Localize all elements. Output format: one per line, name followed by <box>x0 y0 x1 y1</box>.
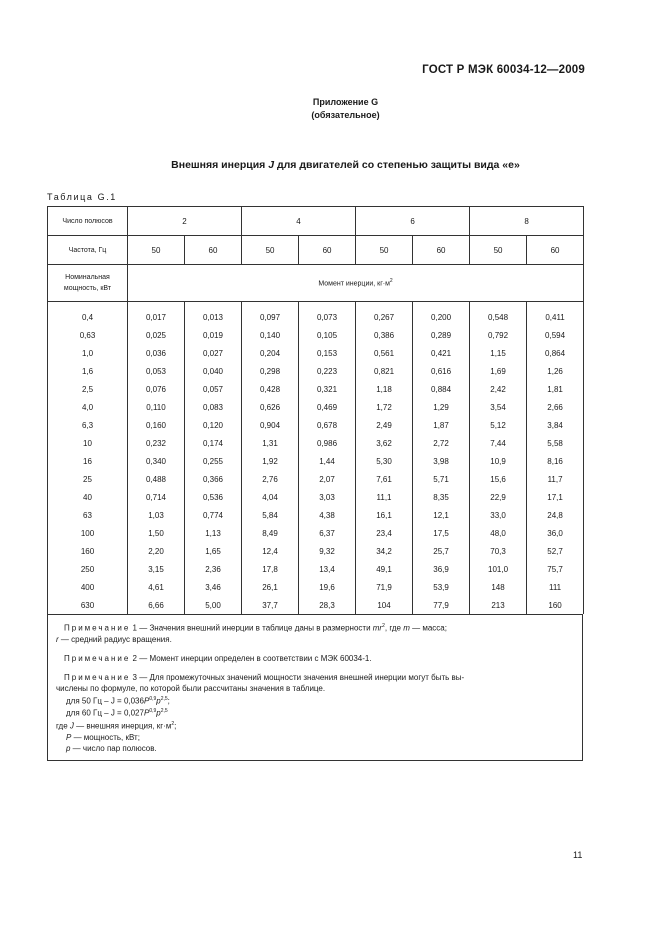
power-cell: 160 <box>48 542 128 560</box>
inertia-cell: 111 <box>527 578 584 596</box>
inertia-cell: 0,140 <box>242 326 299 344</box>
note-label: Примечание <box>64 653 131 663</box>
table-row <box>48 524 584 542</box>
table-row <box>48 380 584 398</box>
inertia-cell: 6,37 <box>299 524 356 542</box>
note-2 <box>56 653 574 664</box>
legend-p <box>56 743 574 754</box>
legend-symbol: J <box>69 721 74 731</box>
inertia-cell: 36,0 <box>527 524 584 542</box>
frequency-value: 50 <box>242 236 299 265</box>
poles-value: 4 <box>242 207 356 236</box>
inertia-cell: 7,61 <box>356 470 413 488</box>
inertia-cell: 101,0 <box>470 560 527 578</box>
formula-exponent: 2,5 <box>160 695 168 702</box>
inertia-cell: 1,03 <box>128 506 185 524</box>
inertia-cell: 1,81 <box>527 380 584 398</box>
inertia-cell: 0,073 <box>299 302 356 327</box>
frequency-value: 60 <box>185 236 242 265</box>
frequency-header-row <box>48 236 584 265</box>
inertia-cell: 2,72 <box>413 434 470 452</box>
legend-symbol: p <box>66 743 71 753</box>
legend-exponent: 2 <box>171 720 175 727</box>
inertia-cell: 1,69 <box>470 362 527 380</box>
formula-exponent: 0,9 <box>149 708 157 715</box>
inertia-cell: 0,469 <box>299 398 356 416</box>
inertia-cell: 16,1 <box>356 506 413 524</box>
inertia-cell: 0,174 <box>185 434 242 452</box>
table-row <box>48 302 584 327</box>
inertia-cell: 7,44 <box>470 434 527 452</box>
inertia-cell: 1,18 <box>356 380 413 398</box>
inertia-cell: 1,44 <box>299 452 356 470</box>
table-row <box>48 344 584 362</box>
moment-label-text: Момент инерции, кг·м <box>318 280 390 288</box>
inertia-cell: 1,92 <box>242 452 299 470</box>
inertia-cell: 5,12 <box>470 416 527 434</box>
inertia-cell: 160 <box>527 596 584 614</box>
frequency-value: 50 <box>470 236 527 265</box>
inertia-cell: 0,200 <box>413 302 470 327</box>
formula-60hz <box>56 706 574 719</box>
power-cell: 1,0 <box>48 344 128 362</box>
inertia-cell: 0,421 <box>413 344 470 362</box>
inertia-cell: 71,9 <box>356 578 413 596</box>
note-1-continued <box>56 634 574 645</box>
inertia-cell: 1,72 <box>356 398 413 416</box>
inertia-cell: 0,821 <box>356 362 413 380</box>
inertia-cell: 19,6 <box>299 578 356 596</box>
legend-text: — число пар полюсов. <box>70 743 157 753</box>
inertia-cell: 11,1 <box>356 488 413 506</box>
inertia-cell: 49,1 <box>356 560 413 578</box>
inertia-cell: 22,9 <box>470 488 527 506</box>
table-row <box>48 506 584 524</box>
poles-value: 8 <box>470 207 584 236</box>
note-1 <box>56 621 574 634</box>
note-exponent: 2 <box>382 623 385 629</box>
section-title <box>0 159 661 171</box>
frequency-value: 50 <box>356 236 413 265</box>
moment-label-exponent: 2 <box>389 278 393 285</box>
inertia-cell: 5,30 <box>356 452 413 470</box>
power-cell: 63 <box>48 506 128 524</box>
inertia-cell: 4,61 <box>128 578 185 596</box>
table-row <box>48 416 584 434</box>
inertia-cell: 34,2 <box>356 542 413 560</box>
formula-symbol: P <box>143 708 150 718</box>
inertia-cell: 17,5 <box>413 524 470 542</box>
inertia-table <box>47 206 584 614</box>
inertia-cell: 0,013 <box>185 302 242 327</box>
inertia-cell: 3,03 <box>299 488 356 506</box>
inertia-cell: 0,411 <box>527 302 584 327</box>
inertia-cell: 5,00 <box>185 596 242 614</box>
appendix-title: Приложение G <box>312 97 379 107</box>
inertia-cell: 0,017 <box>128 302 185 327</box>
power-cell: 0,63 <box>48 326 128 344</box>
legend-text: — внешняя инерция, кг·м <box>73 721 172 731</box>
inertia-cell: 24,8 <box>527 506 584 524</box>
inertia-cell: 0,548 <box>470 302 527 327</box>
inertia-cell: 10,9 <box>470 452 527 470</box>
note-label: Примечание <box>64 672 131 682</box>
inertia-cell: 3,54 <box>470 398 527 416</box>
power-cell: 400 <box>48 578 128 596</box>
page-number: 11 <box>573 850 583 860</box>
inertia-cell: 0,340 <box>128 452 185 470</box>
poles-header-row <box>48 207 584 236</box>
title-text-after: для двигателей со степенью защиты вида «е» <box>274 159 520 171</box>
power-label <box>48 265 128 302</box>
inertia-cell: 0,076 <box>128 380 185 398</box>
inertia-cell: 0,366 <box>185 470 242 488</box>
inertia-cell: 0,884 <box>413 380 470 398</box>
inertia-cell: 0,025 <box>128 326 185 344</box>
inertia-cell: 12,1 <box>413 506 470 524</box>
frequency-value: 60 <box>527 236 584 265</box>
inertia-cell: 0,160 <box>128 416 185 434</box>
inertia-cell: 0,774 <box>185 506 242 524</box>
inertia-cell: 48,0 <box>470 524 527 542</box>
note-3 <box>56 672 574 683</box>
inertia-cell: 0,986 <box>299 434 356 452</box>
legend-symbol: P <box>66 732 72 742</box>
inertia-cell: 0,561 <box>356 344 413 362</box>
inertia-cell: 2,42 <box>470 380 527 398</box>
inertia-cell: 52,7 <box>527 542 584 560</box>
inertia-cell: 0,110 <box>128 398 185 416</box>
inertia-cell: 0,321 <box>299 380 356 398</box>
power-cell: 25 <box>48 470 128 488</box>
formula-text: для 50 Гц – J = 0,036 <box>66 696 144 706</box>
inertia-cell: 8,16 <box>527 452 584 470</box>
note-number: 1 <box>132 623 137 633</box>
inertia-cell: 148 <box>470 578 527 596</box>
table-row <box>48 470 584 488</box>
power-cell: 1,6 <box>48 362 128 380</box>
inertia-cell: 8,49 <box>242 524 299 542</box>
legend-text: — мощность, кВт; <box>71 732 140 742</box>
inertia-table-container <box>47 206 583 761</box>
inertia-cell: 0,097 <box>242 302 299 327</box>
table-row <box>48 434 584 452</box>
inertia-cell: 5,84 <box>242 506 299 524</box>
inertia-cell: 0,036 <box>128 344 185 362</box>
inertia-cell: 77,9 <box>413 596 470 614</box>
inertia-cell: 5,71 <box>413 470 470 488</box>
frequency-value: 50 <box>128 236 185 265</box>
frequency-value: 60 <box>299 236 356 265</box>
inertia-cell: 0,223 <box>299 362 356 380</box>
document-code: ГОСТ Р МЭК 60034-12—2009 <box>422 64 585 76</box>
table-notes <box>47 614 583 761</box>
power-label-line: Номинальная <box>65 274 110 281</box>
formula-text: ; <box>167 696 170 706</box>
inertia-cell: 0,289 <box>413 326 470 344</box>
inertia-cell: 0,864 <box>527 344 584 362</box>
inertia-cell: 2,66 <box>527 398 584 416</box>
inertia-cell: 0,616 <box>413 362 470 380</box>
legend-J <box>56 719 574 732</box>
inertia-cell: 0,594 <box>527 326 584 344</box>
inertia-cell: 3,84 <box>527 416 584 434</box>
inertia-cell: 0,040 <box>185 362 242 380</box>
inertia-cell: 25,7 <box>413 542 470 560</box>
power-cell: 40 <box>48 488 128 506</box>
note-text: — Значения внешний инерции в таблице даны в размерности <box>137 623 373 633</box>
appendix-status: (обязательное) <box>311 110 380 120</box>
inertia-cell: 2,76 <box>242 470 299 488</box>
note-text: — масса; <box>409 623 447 633</box>
formula-symbol: p <box>156 708 161 718</box>
note-symbol: r <box>56 634 59 644</box>
unit-header-row <box>48 265 584 302</box>
inertia-cell: 1,15 <box>470 344 527 362</box>
inertia-cell: 1,50 <box>128 524 185 542</box>
poles-label: Число полюсов <box>48 207 128 236</box>
table-row <box>48 578 584 596</box>
power-cell: 10 <box>48 434 128 452</box>
inertia-cell: 6,66 <box>128 596 185 614</box>
poles-value: 6 <box>356 207 470 236</box>
inertia-cell: 104 <box>356 596 413 614</box>
inertia-cell: 0,488 <box>128 470 185 488</box>
inertia-cell: 26,1 <box>242 578 299 596</box>
inertia-cell: 17,8 <box>242 560 299 578</box>
inertia-cell: 0,536 <box>185 488 242 506</box>
moment-label <box>128 265 584 302</box>
formula-exponent: 2,5 <box>160 708 168 715</box>
inertia-cell: 0,083 <box>185 398 242 416</box>
inertia-cell: 23,4 <box>356 524 413 542</box>
note-3-continued: числены по формуле, по которой были рассчитаны значения в таблице. <box>56 683 326 693</box>
legend-text: ; <box>174 721 177 731</box>
note-number: 3 <box>132 672 137 682</box>
inertia-cell: 0,019 <box>185 326 242 344</box>
note-text: — Момент инерции определен в соответствии с МЭК 60034-1. <box>137 653 372 663</box>
note-symbol: m <box>403 623 410 633</box>
inertia-cell: 213 <box>470 596 527 614</box>
note-symbol: mr <box>372 623 383 633</box>
inertia-cell: 0,904 <box>242 416 299 434</box>
inertia-cell: 17,1 <box>527 488 584 506</box>
inertia-cell: 2,36 <box>185 560 242 578</box>
inertia-cell: 11,7 <box>527 470 584 488</box>
power-cell: 4,0 <box>48 398 128 416</box>
frequency-label: Частота, Гц <box>48 236 128 265</box>
table-caption: Таблица G.1 <box>47 192 117 202</box>
legend-P <box>56 732 574 743</box>
inertia-cell: 8,35 <box>413 488 470 506</box>
formula-exponent: 0,9 <box>149 695 157 702</box>
inertia-cell: 9,32 <box>299 542 356 560</box>
title-text-before: Внешняя инерция <box>171 159 269 171</box>
table-row <box>48 560 584 578</box>
inertia-cell: 3,15 <box>128 560 185 578</box>
table-body <box>48 302 584 615</box>
poles-value: 2 <box>128 207 242 236</box>
inertia-cell: 4,04 <box>242 488 299 506</box>
inertia-cell: 53,9 <box>413 578 470 596</box>
inertia-cell: 0,386 <box>356 326 413 344</box>
power-label-line: мощность, кВт <box>63 285 112 292</box>
inertia-cell: 15,6 <box>470 470 527 488</box>
table-row <box>48 488 584 506</box>
inertia-cell: 36,9 <box>413 560 470 578</box>
table-row <box>48 326 584 344</box>
note-text: , где <box>384 623 404 633</box>
power-cell: 250 <box>48 560 128 578</box>
frequency-value: 60 <box>413 236 470 265</box>
inertia-cell: 75,7 <box>527 560 584 578</box>
inertia-cell: 0,792 <box>470 326 527 344</box>
inertia-cell: 2,07 <box>299 470 356 488</box>
inertia-cell: 0,120 <box>185 416 242 434</box>
inertia-cell: 1,13 <box>185 524 242 542</box>
inertia-cell: 2,20 <box>128 542 185 560</box>
inertia-cell: 1,65 <box>185 542 242 560</box>
inertia-cell: 37,7 <box>242 596 299 614</box>
inertia-cell: 70,3 <box>470 542 527 560</box>
inertia-cell: 1,29 <box>413 398 470 416</box>
note-label: Примечание <box>64 623 131 633</box>
appendix-heading <box>0 96 661 122</box>
power-cell: 6,3 <box>48 416 128 434</box>
inertia-cell: 1,31 <box>242 434 299 452</box>
inertia-cell: 0,714 <box>128 488 185 506</box>
inertia-cell: 0,267 <box>356 302 413 327</box>
formula-symbol: p <box>156 696 161 706</box>
inertia-cell: 0,626 <box>242 398 299 416</box>
power-cell: 2,5 <box>48 380 128 398</box>
power-cell: 0,4 <box>48 302 128 327</box>
inertia-cell: 0,232 <box>128 434 185 452</box>
power-cell: 630 <box>48 596 128 614</box>
table-row <box>48 398 584 416</box>
note-text: — средний радиус вращения. <box>58 634 172 644</box>
formula-text: для 60 Гц – J = 0,027 <box>66 708 144 718</box>
power-cell: 16 <box>48 452 128 470</box>
inertia-cell: 4,38 <box>299 506 356 524</box>
inertia-cell: 0,105 <box>299 326 356 344</box>
inertia-cell: 0,204 <box>242 344 299 362</box>
inertia-cell: 0,057 <box>185 380 242 398</box>
inertia-cell: 0,153 <box>299 344 356 362</box>
inertia-cell: 1,87 <box>413 416 470 434</box>
power-cell: 100 <box>48 524 128 542</box>
inertia-cell: 0,428 <box>242 380 299 398</box>
table-row <box>48 542 584 560</box>
inertia-cell: 3,62 <box>356 434 413 452</box>
inertia-cell: 1,26 <box>527 362 584 380</box>
inertia-cell: 2,49 <box>356 416 413 434</box>
formula-symbol: P <box>143 696 150 706</box>
inertia-cell: 0,255 <box>185 452 242 470</box>
table-row <box>48 362 584 380</box>
inertia-cell: 0,053 <box>128 362 185 380</box>
inertia-cell: 5,58 <box>527 434 584 452</box>
note-text: — Для промежуточных значений мощности значения внешней инерции могут быть вы- <box>137 672 465 682</box>
inertia-cell: 28,3 <box>299 596 356 614</box>
inertia-cell: 13,4 <box>299 560 356 578</box>
inertia-cell: 3,98 <box>413 452 470 470</box>
inertia-cell: 0,027 <box>185 344 242 362</box>
inertia-cell: 12,4 <box>242 542 299 560</box>
inertia-cell: 0,678 <box>299 416 356 434</box>
table-row <box>48 452 584 470</box>
note-number: 2 <box>132 653 137 663</box>
inertia-cell: 33,0 <box>470 506 527 524</box>
table-row <box>48 596 584 614</box>
legend-text: где <box>56 721 70 731</box>
title-symbol: J <box>268 159 275 171</box>
inertia-cell: 0,298 <box>242 362 299 380</box>
inertia-cell: 3,46 <box>185 578 242 596</box>
formula-50hz <box>56 694 574 707</box>
